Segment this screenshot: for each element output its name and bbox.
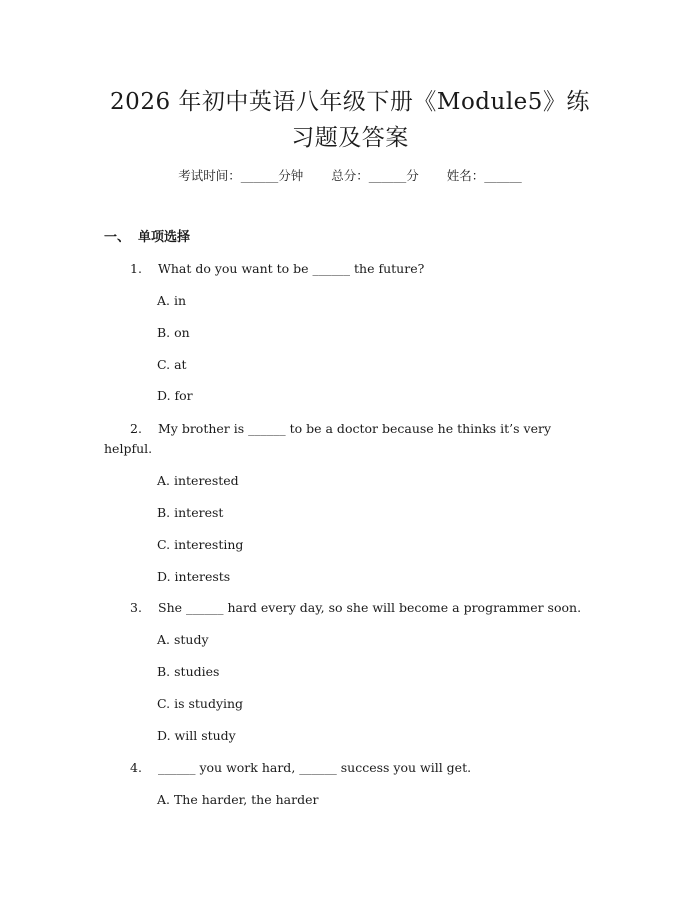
question-2-option-a: A. interested — [157, 473, 239, 488]
page-title-line-1: 2026 年初中英语八年级下册《Module5》练 — [110, 89, 590, 115]
question-2 — [130, 419, 551, 439]
question-2-option-b: B. interest — [157, 505, 224, 520]
question-2-text-continued: helpful. — [104, 441, 153, 456]
question-text: My brother is ______ to be a doctor because he thinks it’s very — [158, 421, 552, 436]
page-title-line-2: 习题及答案 — [291, 125, 409, 151]
question-4-option-a: A. The harder, the harder — [157, 792, 319, 807]
question-1-option-c: C. at — [157, 357, 187, 372]
question-number: 2. — [130, 421, 142, 436]
question-text: What do you want to be ______ the future? — [158, 261, 425, 276]
question-text: ______ you work hard, ______ success you will get. — [158, 760, 472, 775]
question-1-option-a: A. in — [157, 293, 187, 308]
question-3-option-d: D. will study — [157, 728, 236, 743]
section-number: 一、 — [104, 230, 131, 245]
question-3-option-a: A. study — [157, 632, 209, 647]
question-text: She ______ hard every day, so she will become a programmer soon. — [158, 600, 582, 615]
section-heading — [104, 228, 190, 248]
question-number: 4. — [130, 760, 142, 775]
exam-meta — [0, 166, 700, 186]
question-2-option-d: D. interests — [157, 569, 231, 584]
question-2-option-c: C. interesting — [157, 537, 244, 552]
student-name-field: 姓名：______ — [446, 168, 522, 183]
exam-time-field: 考试时间：______分钟 — [178, 168, 304, 183]
question-3 — [130, 598, 581, 618]
section-title: 单项选择 — [138, 230, 191, 245]
question-3-option-b: B. studies — [157, 664, 220, 679]
question-1-option-d: D. for — [157, 388, 193, 403]
question-number: 1. — [130, 261, 142, 276]
question-4 — [130, 758, 471, 778]
question-3-option-c: C. is studying — [157, 696, 244, 711]
question-1-option-b: B. on — [157, 325, 190, 340]
question-number: 3. — [130, 600, 142, 615]
question-1 — [130, 259, 424, 279]
total-score-field: 总分：______分 — [331, 168, 419, 183]
